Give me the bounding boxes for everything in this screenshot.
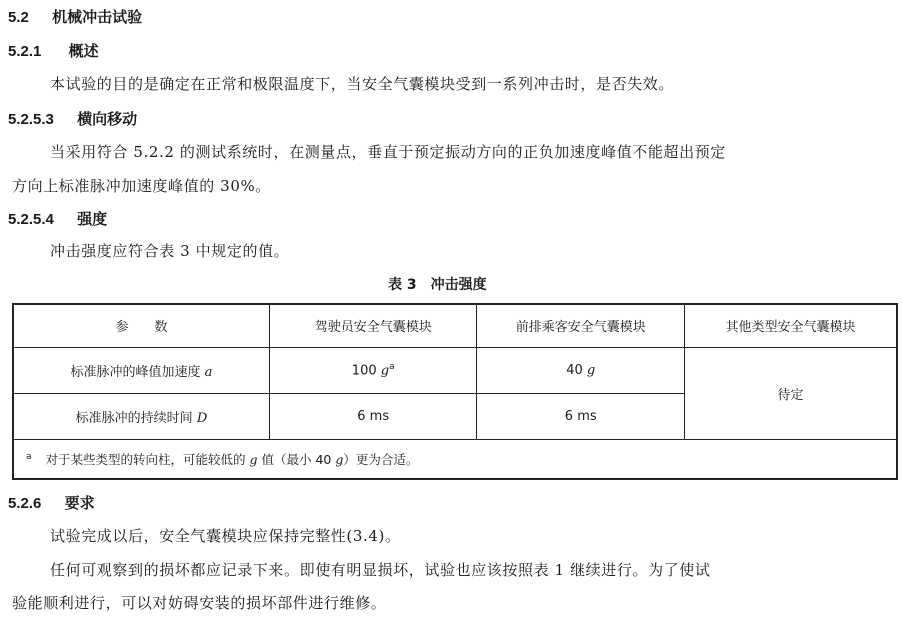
footnote-text: ）更为合适。 <box>343 451 419 467</box>
section-number: 5.2.6 <box>8 495 42 512</box>
section-title: 机械冲击试验 <box>52 8 143 26</box>
table-header-row <box>13 304 897 347</box>
passenger-cell: 6 ms <box>477 393 685 439</box>
table-footnote-row <box>13 439 897 479</box>
table-row <box>13 347 897 393</box>
header-passenger: 前排乘客安全气囊模块 <box>477 304 685 347</box>
passenger-cell <box>477 347 685 393</box>
passenger-unit: g <box>586 362 596 378</box>
footnote-g: g <box>335 451 344 467</box>
section-5-2-5-3-text-line2: 方向上标准脉冲加速度峰值的 30%。 <box>12 177 271 195</box>
footnote-text: 对于某些类型的转向柱，可能较低的 <box>45 451 246 467</box>
param-label: 标准脉冲的峰值加速度 <box>70 364 201 380</box>
section-title: 强度 <box>77 210 108 228</box>
section-5-2-5-4-heading <box>8 208 107 229</box>
param-cell <box>13 393 269 439</box>
section-number: 5.2.5.4 <box>8 211 54 228</box>
section-5-2-6-text2-line1: 任何可观察到的损坏都应记录下来。即使有明显损坏，试验也应该按照表 1 继续进行。为了使试 <box>50 561 711 579</box>
header-other: 其他类型安全气囊模块 <box>684 304 897 347</box>
section-number: 5.2.1 <box>8 43 42 60</box>
footnote-ref: a <box>389 361 395 372</box>
passenger-value: 40 <box>566 362 583 378</box>
footnote-mark: a <box>26 451 32 462</box>
table-3-caption: 表 3 冲击强度 <box>388 277 487 293</box>
section-5-2-5-3-text-line1: 当采用符合 5.2.2 的测试系统时，在测量点，垂直于预定振动方向的正负加速度峰值不能超出预定 <box>50 143 726 161</box>
section-number: 5.2 <box>8 9 29 26</box>
param-cell <box>13 347 269 393</box>
section-5-2-6-text1: 试验完成以后，安全气囊模块应保持完整性(3.4)。 <box>50 527 401 545</box>
param-symbol: D <box>196 410 208 426</box>
section-5-2-6-text2-line2: 验能顺利进行，可以对妨碍安装的损坏部件进行维修。 <box>12 594 387 612</box>
section-5-2-heading <box>8 6 142 27</box>
section-5-2-1-heading <box>8 40 99 61</box>
driver-cell: 6 ms <box>269 393 477 439</box>
param-label: 标准脉冲的持续时间 <box>75 410 193 426</box>
section-5-2-6-heading <box>8 492 95 513</box>
header-driver: 驾驶员安全气囊模块 <box>269 304 477 347</box>
driver-cell <box>269 347 477 393</box>
section-title: 要求 <box>64 494 95 512</box>
section-5-2-1-text: 本试验的目的是确定在正常和极限温度下，当安全气囊模块受到一系列冲击时，是否失效。 <box>50 75 675 93</box>
section-title: 横向移动 <box>77 110 138 128</box>
other-cell: 待定 <box>684 347 897 439</box>
section-5-2-5-3-heading <box>8 108 137 129</box>
table-3 <box>12 303 898 480</box>
footnote-text: 值（最小 40 <box>261 451 332 467</box>
table-footnote <box>13 439 897 479</box>
section-number: 5.2.5.3 <box>8 111 54 128</box>
driver-unit: g <box>380 363 390 379</box>
footnote-g: g <box>249 451 258 467</box>
driver-value: 100 <box>351 363 377 379</box>
header-param: 参 数 <box>13 304 269 347</box>
section-5-2-5-4-text: 冲击强度应符合表 3 中规定的值。 <box>50 242 290 260</box>
param-symbol: a <box>204 364 213 380</box>
section-title: 概述 <box>68 42 99 60</box>
